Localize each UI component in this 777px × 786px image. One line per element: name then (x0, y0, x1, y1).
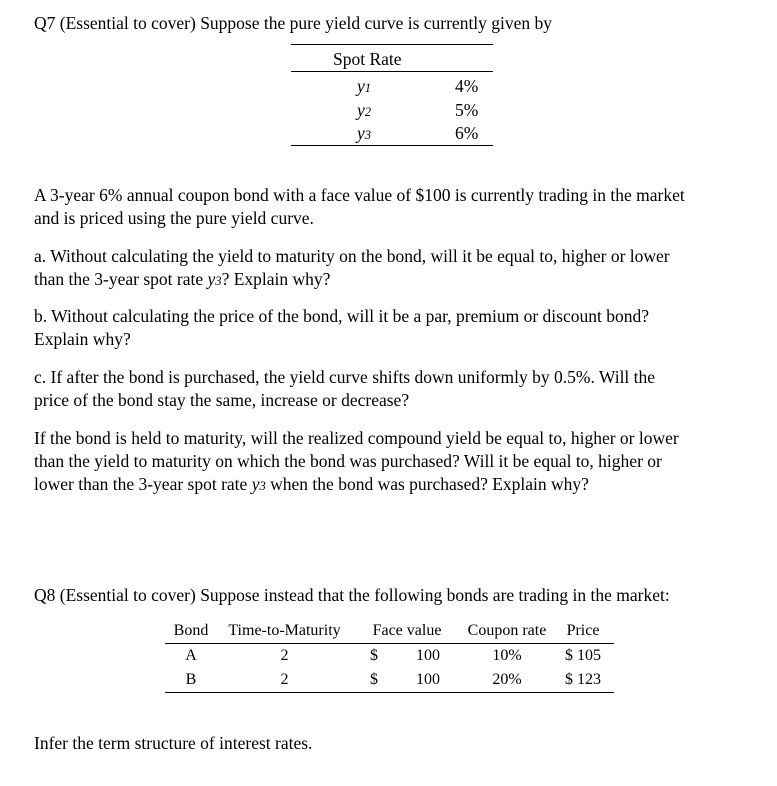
q7-part-b-line1: b. Without calculating the price of the bond, will it be a par, premium or discount bond? (34, 306, 649, 326)
spot-label-y2: y2 (357, 100, 372, 120)
spot-table-top-rule (291, 44, 493, 45)
q7-intro: Q7 (Essential to cover) Suppose the pure yield curve is currently given by (34, 13, 553, 33)
spot-table-header-rule (291, 71, 493, 72)
bond-table-header-row (165, 619, 614, 644)
q8-intro: Q8 (Essential to cover) Suppose instead that the following bonds are trading in the market: (34, 585, 670, 605)
q7-part-c-line1: c. If after the bond is purchased, the yield curve shifts down uniformly by 0.5%. Will the (34, 367, 656, 387)
q7-part-a-line2: than the 3-year spot rate y3? Explain why? (34, 269, 331, 289)
spot-value-y2: 5% (455, 100, 479, 120)
cell-coupon: 10% (492, 647, 522, 664)
table-row (165, 644, 614, 669)
col-header-ttm: Time-to-Maturity (228, 622, 341, 639)
q7-part-d-line1: If the bond is held to maturity, will the realized compound yield be equal to, higher or lower (34, 428, 679, 448)
cell-ttm: 2 (280, 647, 289, 664)
spot-label-y3: y3 (357, 123, 372, 143)
cell-price: $ 123 (565, 671, 601, 688)
q8-task: Infer the term structure of interest rates. (34, 733, 313, 753)
col-header-coupon: Coupon rate (467, 622, 547, 639)
bond-table (165, 619, 614, 693)
var-y3: y3 (251, 474, 266, 494)
spot-table-header: Spot Rate (333, 49, 402, 69)
table-row (165, 668, 614, 693)
q7-part-d-line3: lower than the 3-year spot rate y3 when the bond was purchased? Explain why? (34, 474, 589, 494)
cell-ttm: 2 (280, 671, 289, 688)
col-header-bond: Bond (173, 622, 209, 639)
q7-bond-desc-line1: A 3-year 6% annual coupon bond with a face value of $100 is currently trading in the market (34, 185, 685, 205)
cell-coupon: 20% (492, 671, 522, 688)
cell-price: $ 105 (565, 647, 601, 664)
q7-part-a-line1: a. Without calculating the yield to maturity on the bond, will it be equal to, higher or lower (34, 246, 670, 266)
col-header-price: Price (566, 622, 600, 639)
var-y3: y3 (207, 269, 222, 289)
spot-table-bottom-rule (291, 145, 493, 146)
cell-bond: B (185, 671, 197, 688)
q7-part-c-line2: price of the bond stay the same, increase or decrease? (34, 390, 410, 410)
spot-value-y3: 6% (455, 123, 479, 143)
q7-part-d-line2: than the yield to maturity on which the bond was purchased? Will it be equal to, higher or (34, 451, 662, 471)
spot-value-y1: 4% (455, 76, 479, 96)
cell-face: $ 100 (370, 647, 440, 664)
spot-label-y1: y1 (357, 76, 372, 96)
q7-part-b-line2: Explain why? (34, 329, 131, 349)
cell-face: $ 100 (370, 671, 440, 688)
cell-bond: A (185, 647, 197, 664)
q7-bond-desc-line2: and is priced using the pure yield curve. (34, 208, 314, 228)
col-header-face: Face value (372, 622, 442, 639)
